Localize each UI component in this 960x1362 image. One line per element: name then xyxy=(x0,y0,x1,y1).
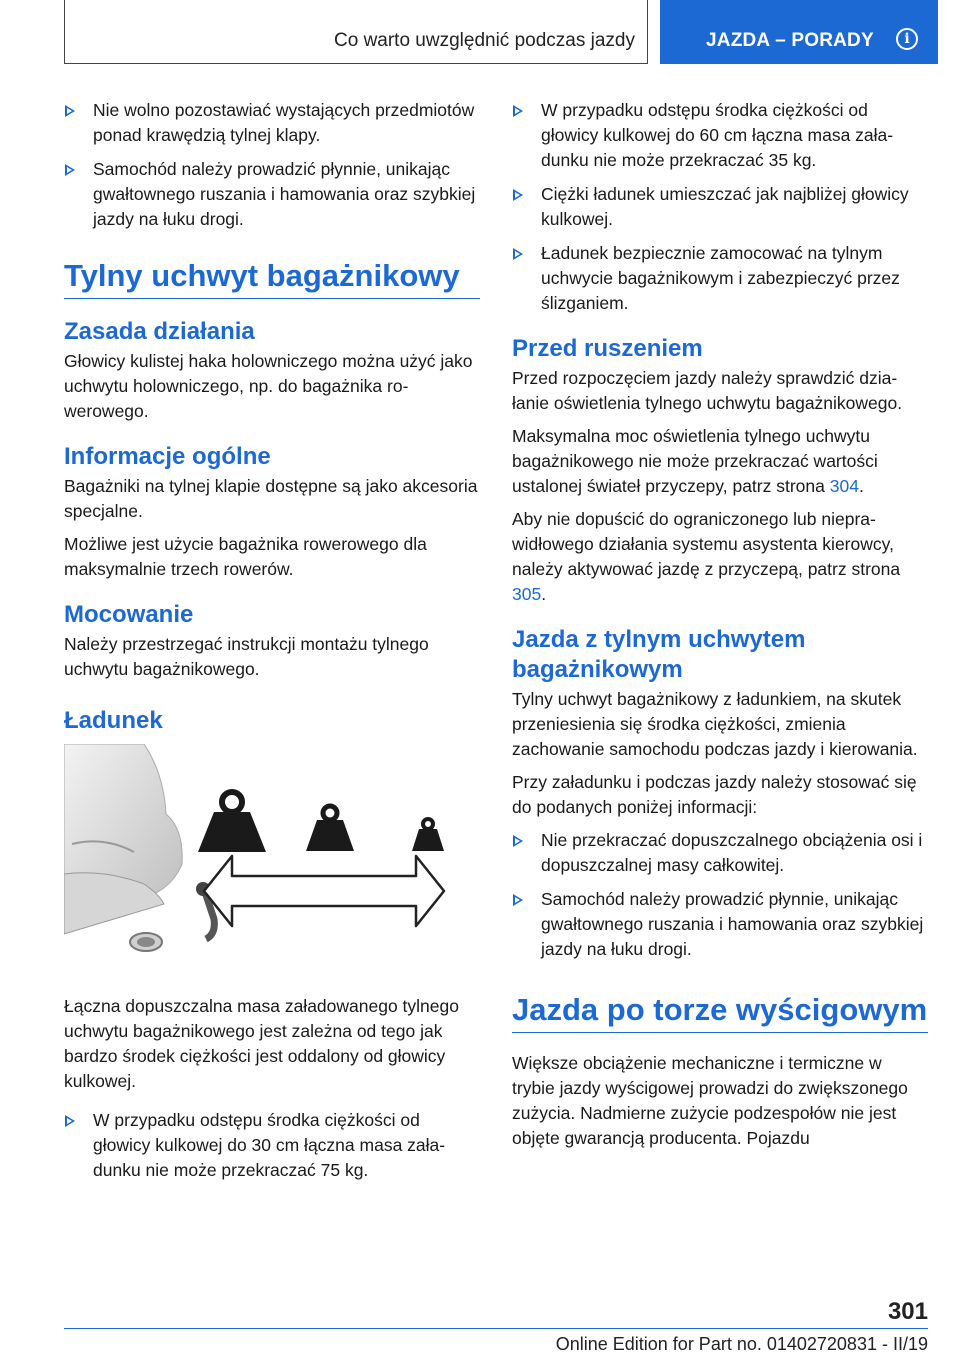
section-heading: Mocowanie xyxy=(64,601,194,628)
paragraph: Maksymalna moc oświetlenia tylnego uchwytu bagażnikowego nie może przekraczać wartości ustalonej świateł przyczepy, patrz strona 304. xyxy=(512,426,878,496)
paragraph: Bagażniki na tylnej klapie dostępne są jako akcesoria specjalne. xyxy=(64,476,478,521)
weight-small-icon xyxy=(412,819,444,851)
paragraph: Aby nie dopuścić do ograniczonego lub nieprawidłowego działania systemu asystenta kierowcy, należy aktywować jazdę z przyczepą, patrz strona 305. xyxy=(512,509,901,604)
footer-divider xyxy=(64,1328,928,1329)
page-link-305[interactable]: 305 xyxy=(512,584,542,604)
header-section-title: Co warto uwzględnić podczas jazdy xyxy=(334,30,635,51)
paragraph: Należy przestrzegać instrukcji montażu tylnego uchwytu bagażnikowego. xyxy=(64,634,429,679)
footer-edition: Online Edition for Part no. 01402720831 - II/19 xyxy=(555,1334,928,1354)
paragraph: Możliwe jest użycie bagażnika rowerowego dla maksymalnie trzech rowerów. xyxy=(64,534,427,579)
paragraph: Większe obciążenie mechaniczne i termiczne w trybie jazdy wyścigowej prowadzi do zwiększonego zużycia. Nadmierne zużycie podzespołów nie jest objęte gwarancją producenta. Pojazdu xyxy=(512,1053,908,1148)
left-column xyxy=(64,98,480,1192)
bullet-triangle-icon xyxy=(65,164,75,176)
bullet-triangle-icon xyxy=(513,189,523,201)
chapter-heading: Jazda po torze wyścigowym xyxy=(512,992,928,1033)
section-heading: Informacje ogólne xyxy=(64,443,271,470)
bullet-list xyxy=(64,98,480,232)
load-diagram xyxy=(64,744,480,972)
right-column xyxy=(512,98,928,1159)
bullet-triangle-icon xyxy=(65,105,75,117)
bullet-list xyxy=(64,1108,480,1183)
list-item: W przypadku odstępu środka ciężkości od głowicy kulkowej do 30 cm łączna masa załadunku nie może przekraczać 75 kg. xyxy=(64,1108,480,1183)
bullet-triangle-icon xyxy=(513,835,523,847)
page-number: 301 xyxy=(887,1298,928,1325)
chapter-heading: Tylny uchwyt bagażnikowy xyxy=(64,258,480,299)
list-item: W przypadku odstępu środka ciężkości od głowicy kulkowej do 60 cm łączna masa załadunku nie może przekraczać 35 kg. xyxy=(512,98,928,173)
list-item: Ładunek bezpiecznie zamocować na tylnym uchwycie bagażnikowym i zabezpieczyć przez ślizganiem. xyxy=(512,241,928,316)
weight-large-icon xyxy=(198,792,266,852)
list-item: Nie przekraczać dopuszczalnego obciążenia osi i dopuszczalnej masy całkowitej. xyxy=(512,828,928,878)
section-heading: Jazda z tylnym uchwytem bagażnikowym xyxy=(512,626,806,683)
paragraph: Głowicy kulistej haka holowniczego można użyć jako uchwytu holowniczego, np. do bagażnika rowerowego. xyxy=(64,351,473,421)
bullet-triangle-icon xyxy=(513,894,523,906)
bullet-triangle-icon xyxy=(513,248,523,260)
double-arrow-shape xyxy=(204,856,444,926)
bullet-list xyxy=(512,828,928,962)
section-heading: Zasada działania xyxy=(64,318,255,345)
page-link-304[interactable]: 304 xyxy=(829,476,859,496)
bullet-list xyxy=(512,98,928,316)
paragraph: Przed rozpoczęciem jazdy należy sprawdzić działanie oświetlenia tylnego uchwytu bagażnikowego. xyxy=(512,368,903,413)
bullet-triangle-icon xyxy=(65,1115,75,1127)
list-item: Nie wolno pozostawiać wystających przedmiotów ponad krawędzią tylnej klapy. xyxy=(64,98,480,148)
section-heading: Przed ruszeniem xyxy=(512,335,703,362)
header-chapter-tab[interactable] xyxy=(660,0,938,64)
figure-caption: Łączna dopuszczalna masa załadowanego tylnego uchwytu bagażnikowego jest zależna od tego jak bardzo środek ciężkości jest oddalony od głowicy kulkowej. xyxy=(64,996,459,1091)
header-chapter-label: JAZDA – PORADY xyxy=(706,30,874,51)
paragraph: Tylny uchwyt bagażnikowy z ładunkiem, na skutek przeniesienia się środka ciężkości, zmienia zachowanie samochodu podczas jazdy i kierowania. xyxy=(512,689,918,759)
weight-medium-icon xyxy=(306,806,354,851)
list-item: Ciężki ładunek umieszczać jak najbliżej głowicy kulkowej. xyxy=(512,182,928,232)
header-section-box xyxy=(64,0,648,64)
load-illustration xyxy=(64,744,480,972)
info-icon[interactable]: i xyxy=(896,28,918,50)
paragraph: Przy załadunku i podczas jazdy należy stosować się do podanych poniżej informacji: xyxy=(512,772,917,817)
section-heading: Ładunek xyxy=(64,707,163,734)
list-item: Samochód należy prowadzić płynnie, unikając gwałtownego ruszania i hamowania oraz szybkiej jazdy na łuku drogi. xyxy=(512,887,928,962)
list-item: Samochód należy prowadzić płynnie, unikając gwałtownego ruszania i hamowania oraz szybkiej jazdy na łuku drogi. xyxy=(64,157,480,232)
bullet-triangle-icon xyxy=(513,105,523,117)
